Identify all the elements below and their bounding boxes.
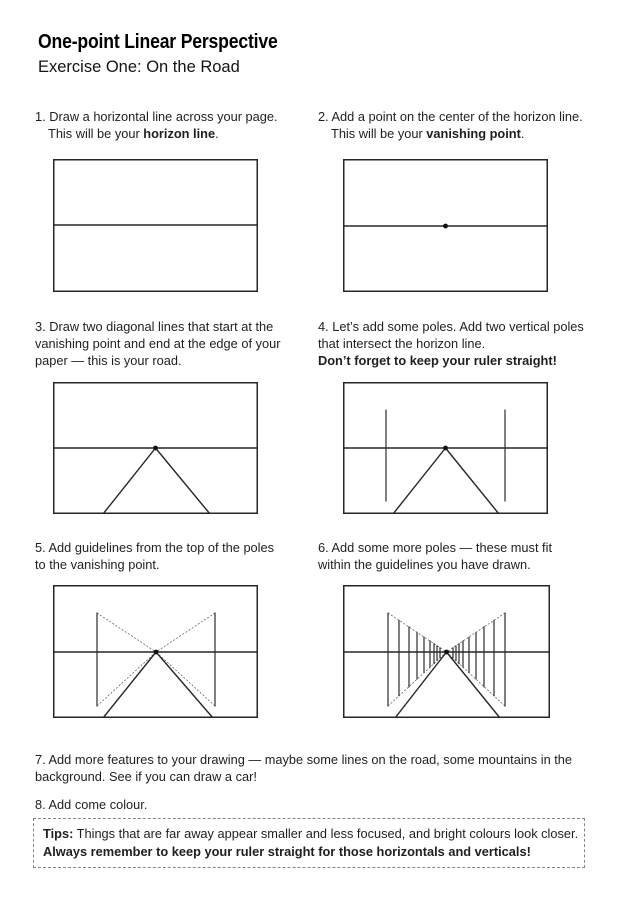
text-line: Tips: Things that are far away appear smaller and less focused, and bright colours look closer. — [43, 826, 579, 841]
step-4-instruction — [318, 318, 618, 369]
two-poles-diagram-svg — [343, 382, 548, 514]
text-line: within the guidelines you have drawn. — [318, 557, 531, 572]
guidelines-diagram — [53, 585, 258, 718]
many-poles-diagram-svg — [343, 585, 550, 718]
text-line: 8. Add come colour. — [35, 797, 148, 812]
text-line: 1. Draw a horizontal line across your page. — [35, 109, 278, 124]
page-title: One-point Linear Perspective — [38, 31, 278, 53]
text-line: This will be your vanishing point. — [331, 126, 525, 141]
text-line: to the vanishing point. — [35, 557, 160, 572]
text-line: 5. Add guidelines from the top of the poles — [35, 540, 275, 555]
step-7-instruction — [35, 751, 613, 785]
step-6-instruction — [318, 539, 618, 573]
text-line: 6. Add some more poles — these must fit — [318, 540, 553, 555]
step-5-instruction — [35, 539, 320, 573]
text-line: background. See if you can draw a car! — [35, 769, 257, 784]
text-line: paper — this is your road. — [35, 353, 182, 368]
step-2-instruction — [318, 108, 618, 142]
guidelines-diagram-svg — [53, 585, 258, 718]
road-diagonals-diagram-svg — [53, 382, 258, 514]
step-3-instruction — [35, 318, 320, 369]
text-line: 7. Add more features to your drawing — maybe some lines on the road, some mountains in the — [35, 752, 573, 767]
tips-box — [33, 818, 585, 868]
text-line: vanishing point and end at the edge of your — [35, 336, 281, 351]
text-line: Always remember to keep your ruler straight for those horizontals and verticals! — [43, 844, 531, 859]
vanishing-point-diagram — [343, 159, 548, 292]
text-line: 3. Draw two diagonal lines that start at the — [35, 319, 274, 334]
text-line: Don’t forget to keep your ruler straight! — [318, 353, 557, 368]
horizon-line-diagram-svg — [53, 159, 258, 292]
horizon-line-diagram — [53, 159, 258, 292]
page-subtitle: Exercise One: On the Road — [38, 58, 240, 76]
vanishing-point-diagram-svg — [343, 159, 548, 292]
text-line: 4. Let’s add some poles. Add two vertical poles — [318, 319, 584, 334]
many-poles-diagram — [343, 585, 550, 718]
step-1-instruction — [35, 108, 320, 142]
text-line: 2. Add a point on the center of the horizon line. — [318, 109, 583, 124]
road-diagonals-diagram — [53, 382, 258, 514]
text-line: that intersect the horizon line. — [318, 336, 486, 351]
text-line: This will be your horizon line. — [48, 126, 219, 141]
step-8-instruction — [35, 796, 335, 813]
two-poles-diagram — [343, 382, 548, 514]
